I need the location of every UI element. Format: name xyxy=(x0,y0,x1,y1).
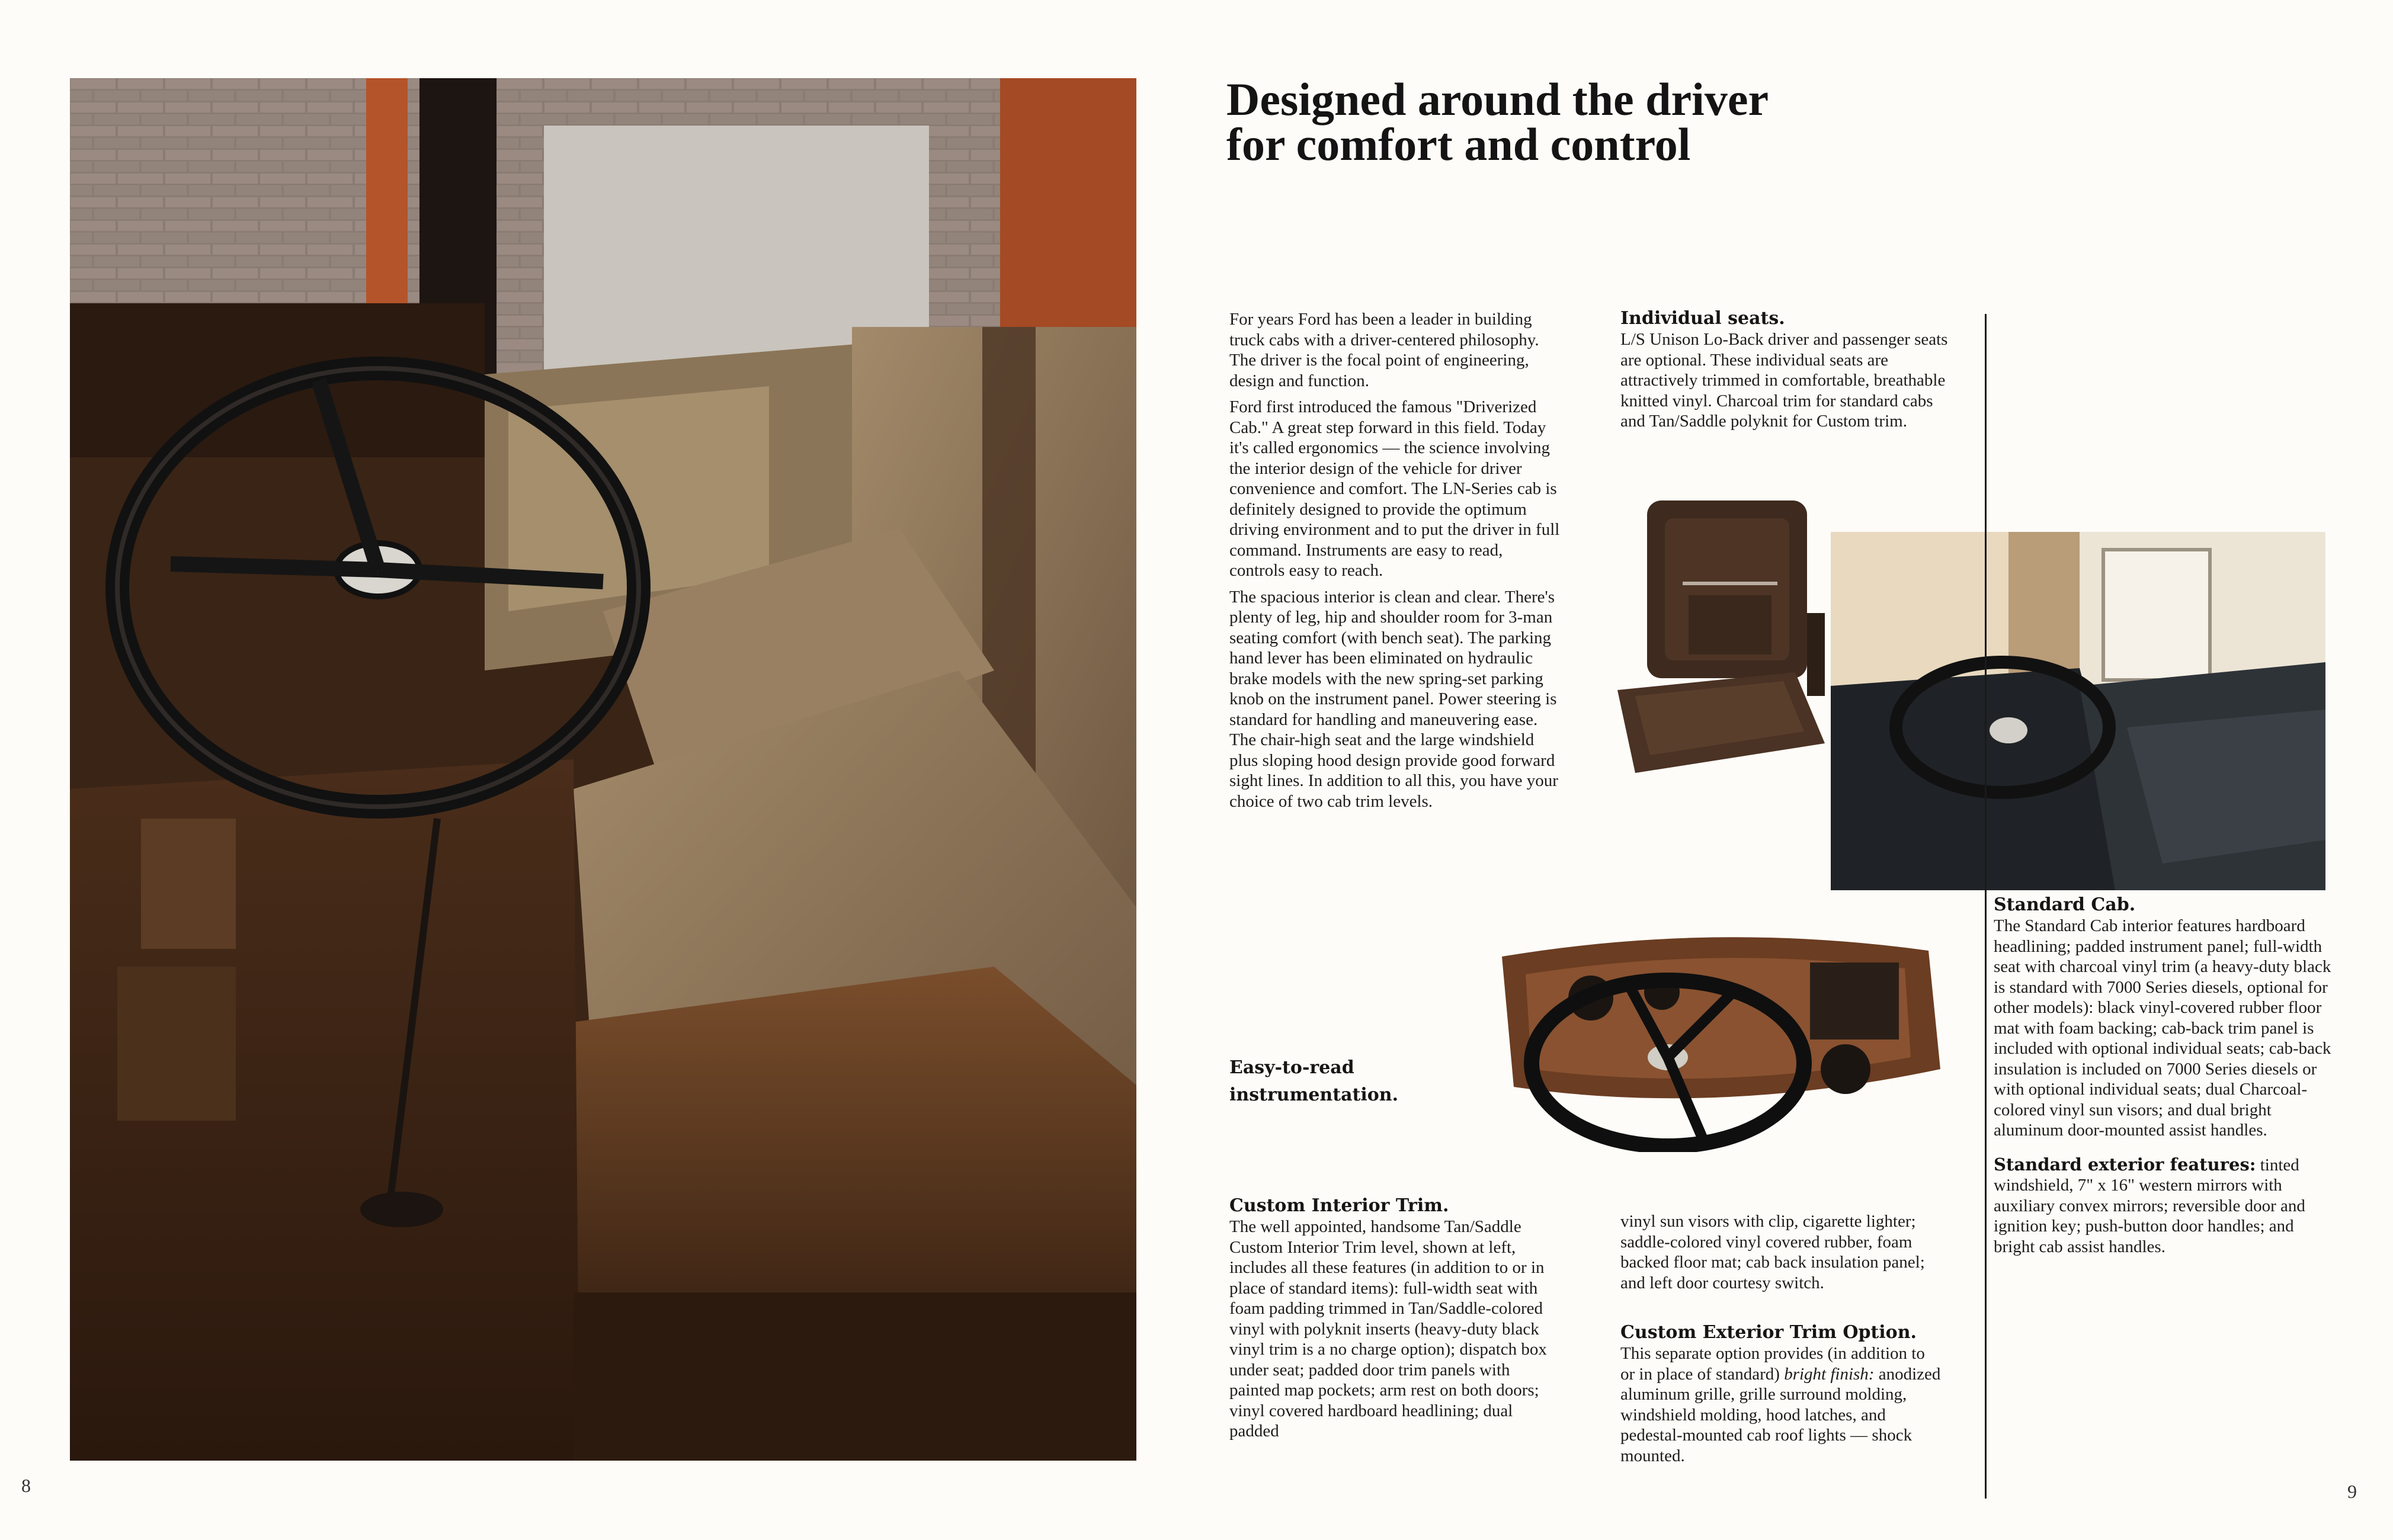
individual-seat-photo xyxy=(1600,495,1837,779)
custom-interior-text-col1: The well appointed, handsome Tan/Saddle Custom Interior Trim level, shown at left, includes all these features (in addition to or in place of standard items): full-width seat with foam padding trimmed in Tan/Saddle-colored vinyl with polyknit inserts (heavy-duty black vinyl trim is a no charge option); dispatch box under seat; padded door trim panels with painted map pockets; arm rest on both doors; vinyl covered hardboard headlining; dual padded xyxy=(1229,1217,1547,1440)
standard-exterior-text: tinted windshield, 7" x 16" western mirrors with auxiliary convex mirrors; reversible door and ignition key; push-button door handles; and bright cab assist handles. xyxy=(1994,1155,2305,1256)
page-number-right: 9 xyxy=(2347,1481,2357,1502)
headline-line-1: Designed around the driver xyxy=(1226,73,1769,125)
instrumentation-caption xyxy=(1229,1054,1478,1109)
custom-interior-heading: Custom Interior Trim. xyxy=(1229,1195,1449,1216)
custom-interior-section xyxy=(1229,1195,1564,1442)
page-number-left: 8 xyxy=(21,1475,31,1496)
headline-line-2: for comfort and control xyxy=(1226,118,1691,170)
instrumentation-line-2: instrumentation. xyxy=(1229,1085,1399,1105)
custom-exterior-section xyxy=(1620,1322,1943,1466)
intro-paragraph-3: The spacious interior is clean and clear. There's plenty of leg, hip and shoulder room for 3-man seating comfort (with bench seat). The parking hand lever has been eliminated on hydraulic brake models with the new spring-set parking knob on the instrument panel. Power steering is standard for handling and maneuvering ease. The chair-high seat and the large windshield plus sloping hood design provide good forward sight lines. In addition to all this, you have your choice of two cab trim levels. xyxy=(1229,587,1558,811)
custom-exterior-heading: Custom Exterior Trim Option. xyxy=(1620,1322,1917,1343)
intro-column xyxy=(1229,309,1561,817)
standard-cab-section xyxy=(1994,894,2331,1257)
custom-interior-text-col2: vinyl sun visors with clip, cigarette lighter; saddle-colored vinyl covered rubber, foam backed floor mat; cab back insulation panel; and left door courtesy switch. xyxy=(1620,1212,1925,1292)
standard-cab-heading: Standard Cab. xyxy=(1994,894,2136,915)
column-divider xyxy=(1985,314,1987,1499)
custom-exterior-text-italic: bright finish: xyxy=(1784,1364,1875,1384)
instrument-panel-photo xyxy=(1490,921,1940,1152)
standard-cab-text: The Standard Cab interior features hardboard headlining; padded instrument panel; full-width seat with charcoal vinyl trim (a heavy-duty black is standard with 7000 Series diesels, optional for other models): black vinyl-covered rubber floor mat with foam backing; cab-back trim panel is included with optional individual seats; cab-back insulation is included on 7000 Series diesels or with optional individual seats; dual Charcoal-colored vinyl sun visors; and dual bright aluminum door-mounted assist handles. xyxy=(1994,916,2331,1140)
cab-interior-photo xyxy=(70,78,1136,1461)
individual-seats-section xyxy=(1620,308,1952,432)
intro-paragraph-2: Ford first introduced the famous "Driverized Cab." A great step forward in this field. Today it's called ergonomics — the science involving the interior design of the vehicle for driver convenience and comfort. The LN-Series cab is definitely designed to provide the optimum driving environment and to put the driver in full command. Instruments are easy to read, controls easy to reach. xyxy=(1229,397,1560,580)
custom-exterior-text-a: This separate option provides (in addition to or in place of standard) xyxy=(1620,1344,1925,1384)
standard-exterior-block xyxy=(1994,1154,2331,1257)
individual-seats-text: L/S Unison Lo-Back driver and passenger seats are optional. These individual seats are attractively trimmed in comfortable, breathable knitted vinyl. Charcoal trim for standard cabs and Tan/Saddle polyknit for Custom trim. xyxy=(1620,330,1948,431)
custom-exterior-text-b: anodized aluminum grille, grille surround molding, windshield molding, hood latches, and pedestal-mounted cab roof lights — shock mounted. xyxy=(1620,1364,1941,1465)
intro-paragraph-1: For years Ford has been a leader in building truck cabs with a driver-centered philosophy. The driver is the focal point of engineering, design and function. xyxy=(1229,310,1539,390)
page-headline xyxy=(1226,73,1769,170)
custom-exterior-text xyxy=(1620,1343,1943,1466)
standard-cab-photo xyxy=(1831,532,2325,890)
standard-exterior-heading: Standard exterior features: xyxy=(1994,1154,2256,1175)
individual-seats-heading: Individual seats. xyxy=(1620,308,1785,329)
instrumentation-line-1: Easy-to-read xyxy=(1229,1057,1354,1078)
